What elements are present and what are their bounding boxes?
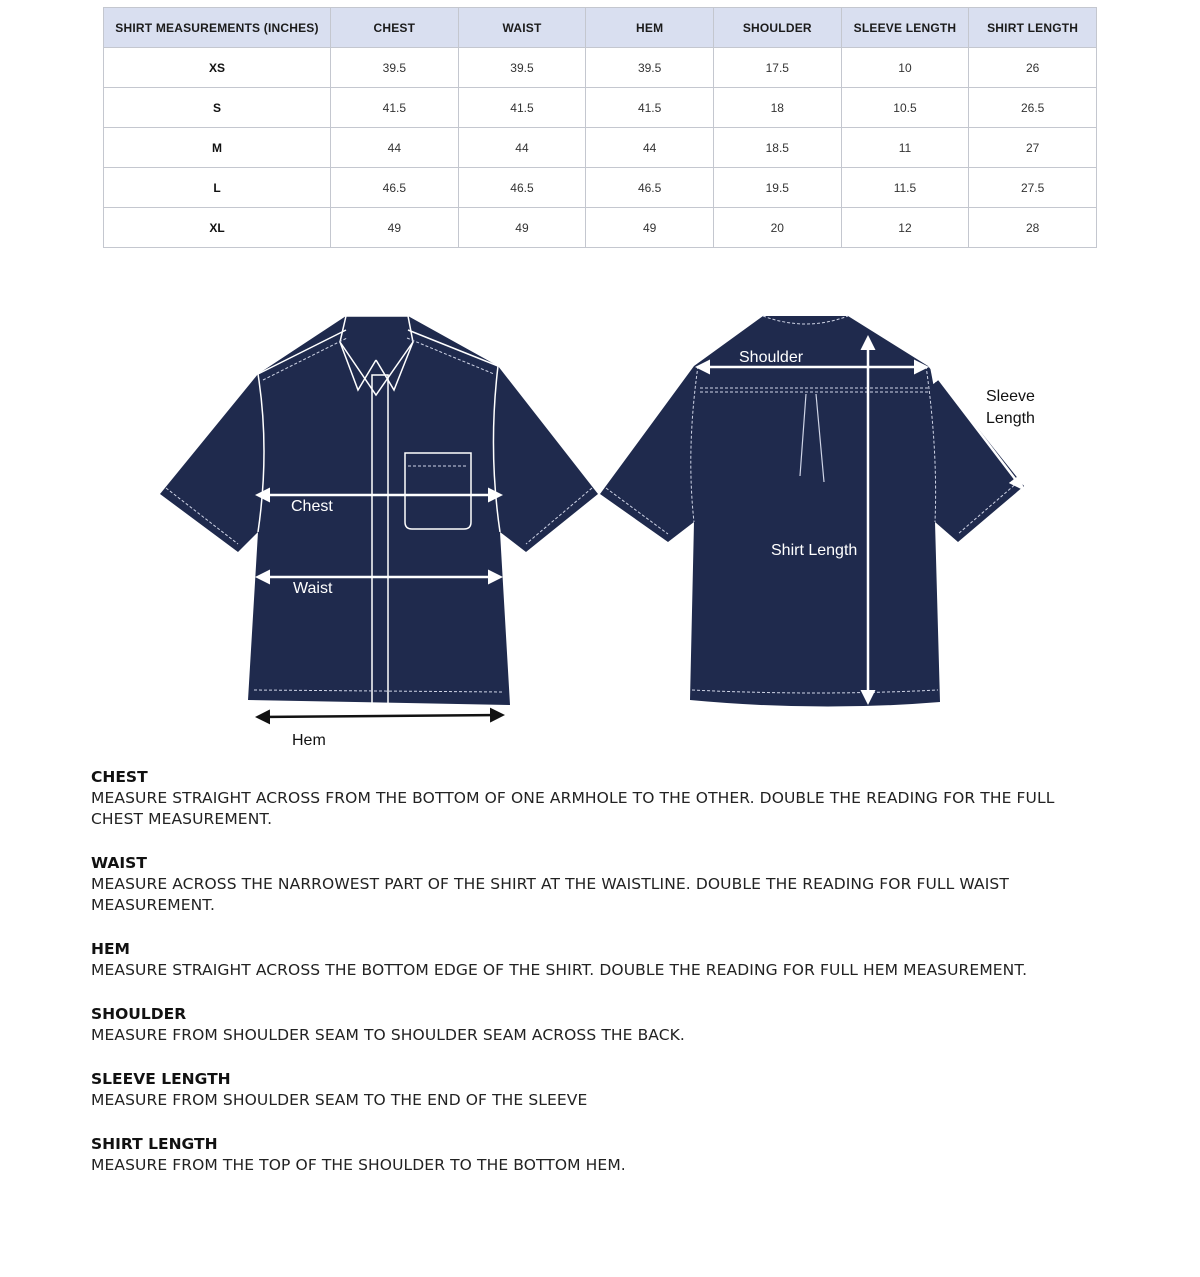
table-cell: 39.5 bbox=[458, 48, 586, 88]
table-cell: 20 bbox=[713, 208, 841, 248]
table-cell: 27.5 bbox=[969, 168, 1097, 208]
table-cell: 11.5 bbox=[841, 168, 969, 208]
header-chest: CHEST bbox=[331, 8, 459, 48]
instruction-waist bbox=[91, 852, 1111, 916]
shirt-length-label: Shirt Length bbox=[771, 542, 858, 559]
header-hem: HEM bbox=[586, 8, 714, 48]
size-label: S bbox=[104, 88, 331, 128]
table-cell: 46.5 bbox=[458, 168, 586, 208]
instruction-text: MEASURE STRAIGHT ACROSS FROM THE BOTTOM OF ONE ARMHOLE TO THE OTHER. DOUBLE THE READING FOR THE FULL CHEST MEASUREMENT. bbox=[91, 789, 1055, 828]
instruction-text: MEASURE FROM SHOULDER SEAM TO SHOULDER SEAM ACROSS THE BACK. bbox=[91, 1026, 685, 1044]
shirt-diagram-svg bbox=[58, 250, 1058, 775]
table-cell: 19.5 bbox=[713, 168, 841, 208]
table-row bbox=[104, 208, 1097, 248]
table-cell: 41.5 bbox=[458, 88, 586, 128]
table-cell: 49 bbox=[458, 208, 586, 248]
sleeve-length-label-line1: Sleeve bbox=[986, 388, 1035, 405]
instruction-title: WAIST bbox=[91, 854, 147, 872]
instruction-text: MEASURE ACROSS THE NARROWEST PART OF THE SHIRT AT THE WAISTLINE. DOUBLE THE READING FOR FULL WAIST MEASUREMENT. bbox=[91, 875, 1009, 914]
waist-label: Waist bbox=[293, 580, 333, 597]
table-cell: 44 bbox=[586, 128, 714, 168]
table-cell: 27 bbox=[969, 128, 1097, 168]
size-label: XS bbox=[104, 48, 331, 88]
instruction-text: MEASURE FROM THE TOP OF THE SHOULDER TO THE BOTTOM HEM. bbox=[91, 1156, 626, 1174]
table-cell: 18.5 bbox=[713, 128, 841, 168]
chest-label: Chest bbox=[291, 498, 333, 515]
instruction-shoulder bbox=[91, 1003, 1111, 1046]
back-shirt-body bbox=[600, 316, 1024, 707]
table-cell: 26 bbox=[969, 48, 1097, 88]
table-cell: 26.5 bbox=[969, 88, 1097, 128]
instruction-title: CHEST bbox=[91, 768, 148, 786]
instruction-text: MEASURE FROM SHOULDER SEAM TO THE END OF THE SLEEVE bbox=[91, 1091, 588, 1109]
table-row bbox=[104, 168, 1097, 208]
instruction-shirt-length bbox=[91, 1133, 1111, 1176]
sleeve-length-label-line2: Length bbox=[986, 410, 1035, 427]
table-cell: 10 bbox=[841, 48, 969, 88]
table-header-row bbox=[104, 8, 1097, 48]
table-cell: 49 bbox=[331, 208, 459, 248]
table-cell: 44 bbox=[331, 128, 459, 168]
instruction-title: SHIRT LENGTH bbox=[91, 1135, 218, 1153]
table-cell: 28 bbox=[969, 208, 1097, 248]
table-cell: 46.5 bbox=[331, 168, 459, 208]
hem-arrow bbox=[258, 715, 502, 717]
size-label: M bbox=[104, 128, 331, 168]
front-shirt bbox=[160, 316, 598, 749]
table-cell: 49 bbox=[586, 208, 714, 248]
header-measurements: SHIRT MEASUREMENTS (INCHES) bbox=[104, 8, 331, 48]
instruction-title: HEM bbox=[91, 940, 130, 958]
table-cell: 41.5 bbox=[331, 88, 459, 128]
header-waist: WAIST bbox=[458, 8, 586, 48]
table-cell: 39.5 bbox=[586, 48, 714, 88]
table-cell: 17.5 bbox=[713, 48, 841, 88]
size-label: L bbox=[104, 168, 331, 208]
header-shirt-length: SHIRT LENGTH bbox=[969, 8, 1097, 48]
back-shirt bbox=[600, 316, 1035, 707]
table-cell: 12 bbox=[841, 208, 969, 248]
table-row bbox=[104, 88, 1097, 128]
table-cell: 11 bbox=[841, 128, 969, 168]
shoulder-label: Shoulder bbox=[739, 349, 804, 366]
table-cell: 18 bbox=[713, 88, 841, 128]
instruction-sleeve-length bbox=[91, 1068, 1111, 1111]
instruction-title: SHOULDER bbox=[91, 1005, 187, 1023]
table-cell: 44 bbox=[458, 128, 586, 168]
table-row bbox=[104, 128, 1097, 168]
hem-label: Hem bbox=[292, 732, 326, 749]
instruction-text: MEASURE STRAIGHT ACROSS THE BOTTOM EDGE OF THE SHIRT. DOUBLE THE READING FOR FULL HEM MEASUREMENT. bbox=[91, 961, 1028, 979]
instruction-title: SLEEVE LENGTH bbox=[91, 1070, 231, 1088]
instruction-hem bbox=[91, 938, 1111, 981]
table-cell: 41.5 bbox=[586, 88, 714, 128]
measurement-diagram bbox=[58, 250, 1058, 775]
size-label: XL bbox=[104, 208, 331, 248]
header-shoulder: SHOULDER bbox=[713, 8, 841, 48]
size-chart-table bbox=[103, 7, 1097, 248]
measurement-instructions bbox=[91, 766, 1111, 1198]
table-cell: 46.5 bbox=[586, 168, 714, 208]
header-sleeve-length: SLEEVE LENGTH bbox=[841, 8, 969, 48]
instruction-chest bbox=[91, 766, 1111, 830]
table-cell: 10.5 bbox=[841, 88, 969, 128]
table-cell: 39.5 bbox=[331, 48, 459, 88]
table-row bbox=[104, 48, 1097, 88]
